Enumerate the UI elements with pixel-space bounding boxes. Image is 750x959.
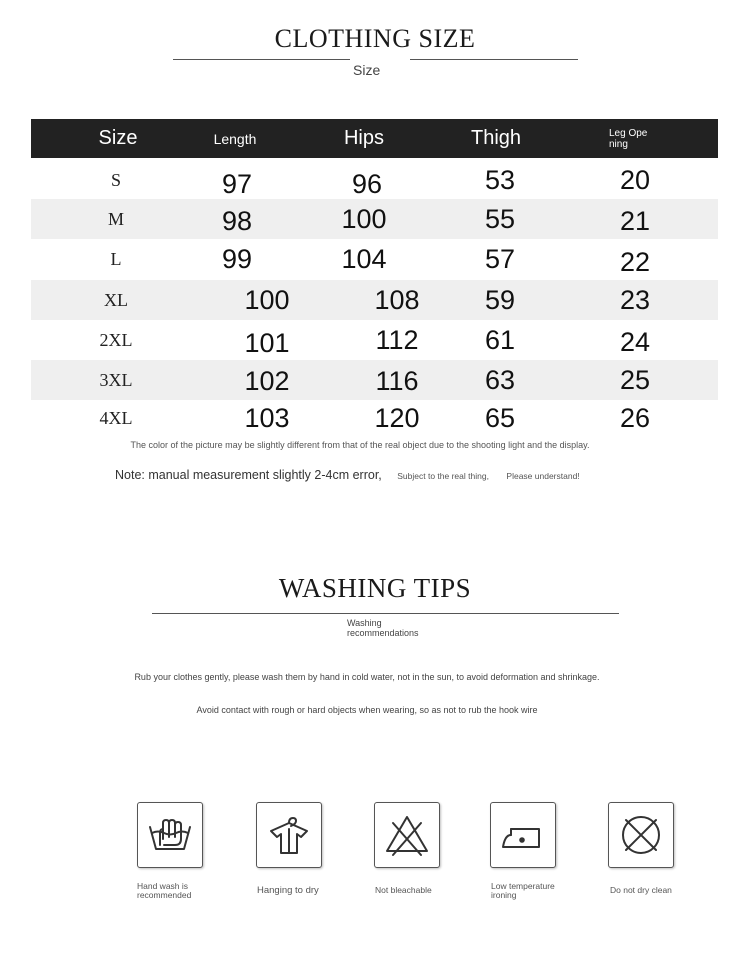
no-dry-clean-label: Do not dry clean <box>610 885 672 895</box>
header-length: Length <box>213 130 257 147</box>
cell-leg-opening: 20 <box>619 164 651 195</box>
low-temp-iron-label <box>491 882 555 900</box>
cell-thigh: 57 <box>484 243 516 274</box>
header-leg-opening <box>609 119 669 158</box>
cell-leg-opening: 21 <box>619 205 651 236</box>
header-leg-opening-line1: Leg Ope <box>609 127 648 139</box>
cell-hips: 120 <box>374 402 420 433</box>
measurement-note-text: Note: manual measurement slightly 2-4cm error, <box>115 468 382 482</box>
subject-note: Subject to the real thing, <box>397 471 489 481</box>
cell-length: 99 <box>221 243 253 274</box>
no-bleach-label: Not bleachable <box>375 885 432 895</box>
hand-wash-label <box>137 882 191 900</box>
cell-thigh: 53 <box>484 164 516 195</box>
washing-subtitle-line1: Washing <box>347 618 382 628</box>
table-row <box>31 360 718 400</box>
measurement-note <box>115 468 580 482</box>
cell-length: 101 <box>244 327 290 358</box>
cell-size: S <box>110 169 121 190</box>
cell-size: 3XL <box>99 369 133 390</box>
cell-leg-opening: 25 <box>619 364 651 395</box>
cell-size: 4XL <box>99 407 133 428</box>
size-section-subtitle: Size <box>353 62 381 78</box>
title-rule-right <box>410 59 578 60</box>
cell-leg-opening: 26 <box>619 402 651 433</box>
size-table-header <box>31 119 718 158</box>
no-bleach-icon <box>374 802 440 868</box>
cell-hips: 100 <box>341 203 387 234</box>
cell-length: 97 <box>221 168 253 199</box>
cell-size: M <box>107 208 124 229</box>
hanging-dry-icon <box>256 802 322 868</box>
cell-thigh: 63 <box>484 364 516 395</box>
washing-tip-2: Avoid contact with rough or hard objects when wearing, so as not to rub the hook wire <box>196 705 538 715</box>
header-size: Size <box>98 127 138 149</box>
cell-size: 2XL <box>99 329 133 350</box>
cell-leg-opening: 22 <box>619 246 651 277</box>
cell-length: 102 <box>244 365 290 396</box>
cell-leg-opening: 23 <box>619 284 651 315</box>
hanging-dry-label: Hanging to dry <box>257 885 319 896</box>
cell-leg-opening: 24 <box>619 326 651 357</box>
cell-hips: 112 <box>375 324 419 355</box>
cell-length: 100 <box>244 284 290 315</box>
color-disclaimer: The color of the picture may be slightly different from that of the real object due to the shooting light and the display. <box>130 440 590 450</box>
cell-thigh: 59 <box>484 284 516 315</box>
header-thigh: Thigh <box>470 127 522 149</box>
cell-size: L <box>110 248 122 269</box>
cell-length: 103 <box>244 402 290 433</box>
low-temp-iron-label-line1: Low temperature <box>491 881 555 891</box>
table-row <box>31 239 718 279</box>
table-row <box>31 320 718 360</box>
low-temp-iron-icon <box>490 802 556 868</box>
hand-wash-label-line2: recommended <box>137 890 192 900</box>
washing-section-title: WASHING TIPS <box>278 573 472 603</box>
size-section-title: CLOTHING SIZE <box>274 24 476 53</box>
cell-hips: 104 <box>341 243 387 274</box>
cell-size: XL <box>104 289 128 310</box>
washing-tip-1: Rub your clothes gently, please wash them by hand in cold water, not in the sun, to avoid deformation and shrinkage. <box>134 672 600 682</box>
title-rule-left <box>173 59 350 60</box>
cell-hips: 96 <box>351 168 383 199</box>
cell-thigh: 61 <box>484 324 516 355</box>
cell-thigh: 65 <box>484 402 516 433</box>
table-row <box>31 398 718 438</box>
cell-hips: 116 <box>375 365 419 396</box>
hand-wash-label-line1: Hand wash is <box>137 881 189 891</box>
washing-title-rule <box>152 613 619 614</box>
understand-note: Please understand! <box>506 471 580 481</box>
hand-wash-icon <box>137 802 203 868</box>
low-temp-iron-label-line2: ironing <box>491 890 517 900</box>
header-hips: Hips <box>343 127 384 149</box>
table-row <box>31 160 718 200</box>
no-dry-clean-icon <box>608 802 674 868</box>
header-leg-opening-line2: ning <box>609 138 628 150</box>
table-row <box>31 280 718 320</box>
cell-thigh: 55 <box>484 203 516 234</box>
washing-subtitle <box>347 618 467 638</box>
table-row <box>31 199 718 239</box>
cell-length: 98 <box>221 205 253 236</box>
cell-hips: 108 <box>374 284 420 315</box>
washing-subtitle-line2: recommendations <box>347 628 419 638</box>
